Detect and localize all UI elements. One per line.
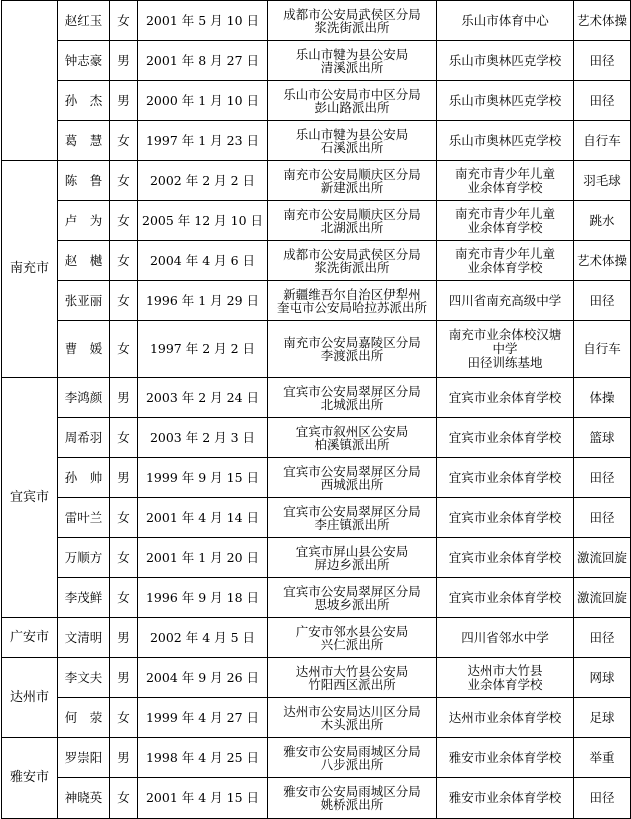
gender-cell: 男 bbox=[110, 618, 138, 658]
gender-cell: 男 bbox=[110, 458, 138, 498]
school-cell bbox=[437, 81, 574, 121]
gender-cell: 女 bbox=[110, 321, 138, 378]
birthdate-cell: 1999 年 4 月 27 日 bbox=[138, 698, 268, 738]
police-unit-line: 新疆维吾尔自治区伊犁州 bbox=[283, 286, 421, 302]
sport-cell: 艺术体操 bbox=[574, 1, 631, 41]
police-unit-line: 浆洗街派出所 bbox=[314, 259, 390, 275]
police-unit-line: 屏边乡派出所 bbox=[314, 556, 390, 572]
birthdate-cell: 2003 年 2 月 24 日 bbox=[138, 378, 268, 418]
school-cell bbox=[437, 698, 574, 738]
birthdate-cell: 2005 年 12 月 10 日 bbox=[138, 201, 268, 241]
sport-cell: 激流回旋 bbox=[574, 538, 631, 578]
name-cell: 神晓英 bbox=[58, 778, 110, 819]
birthdate-cell: 1997 年 1 月 23 日 bbox=[138, 121, 268, 161]
police-unit-cell bbox=[268, 698, 437, 738]
table-row bbox=[2, 201, 631, 241]
school-line: 业余体育学校 bbox=[467, 179, 543, 195]
police-unit-line: 北城派出所 bbox=[320, 396, 384, 412]
birthdate-cell: 2001 年 8 月 27 日 bbox=[138, 41, 268, 81]
name-cell: 赵红玉 bbox=[58, 1, 110, 41]
name-cell: 文清明 bbox=[58, 618, 110, 658]
gender-cell: 女 bbox=[110, 121, 138, 161]
police-unit-line: 李渡派出所 bbox=[320, 348, 384, 363]
school-cell bbox=[437, 201, 574, 241]
school-cell bbox=[437, 378, 574, 418]
school-line: 业余体育学校 bbox=[467, 259, 543, 275]
police-unit-line: 南充市公安局顺庆区分局 bbox=[283, 166, 421, 182]
school-line: 宜宾市业余体育学校 bbox=[448, 469, 562, 485]
police-unit-line: 新建派出所 bbox=[320, 179, 384, 195]
school-line: 达州市业余体育学校 bbox=[448, 709, 562, 725]
school-cell bbox=[437, 778, 574, 819]
gender-cell: 女 bbox=[110, 498, 138, 538]
police-unit-line: 南充市公安局嘉陵区分局 bbox=[283, 335, 421, 350]
birthdate-cell: 1996 年 1 月 29 日 bbox=[138, 281, 268, 321]
birthdate-cell: 2001 年 4 月 15 日 bbox=[138, 778, 268, 819]
name-cell: 万顺方 bbox=[58, 538, 110, 578]
school-line: 田径训练基地 bbox=[467, 355, 543, 370]
table-row bbox=[2, 121, 631, 161]
gender-cell: 女 bbox=[110, 161, 138, 201]
school-line: 雅安市业余体育学校 bbox=[448, 749, 562, 765]
school-cell bbox=[437, 161, 574, 201]
sport-cell: 跳水 bbox=[574, 201, 631, 241]
gender-cell: 女 bbox=[110, 281, 138, 321]
school-line: 宜宾市业余体育学校 bbox=[448, 509, 562, 525]
school-line: 达州市大竹县 bbox=[467, 662, 543, 678]
police-unit-line: 达州市公安局达川区分局 bbox=[283, 703, 421, 719]
school-cell bbox=[437, 281, 574, 321]
sport-cell: 田径 bbox=[574, 281, 631, 321]
police-unit-cell bbox=[268, 281, 437, 321]
school-line: 业余体育学校 bbox=[467, 676, 543, 692]
table-row bbox=[2, 1, 631, 41]
table-row bbox=[2, 738, 631, 778]
school-cell bbox=[437, 658, 574, 698]
police-unit-cell bbox=[268, 618, 437, 658]
police-unit-line: 宜宾市公安局翠屏区分局 bbox=[283, 583, 421, 599]
school-line: 南充市业余体校汉塘 bbox=[448, 327, 562, 342]
birthdate-cell: 2003 年 2 月 3 日 bbox=[138, 418, 268, 458]
police-unit-line: 西城派出所 bbox=[320, 476, 384, 492]
police-unit-line: 北湖派出所 bbox=[320, 219, 384, 235]
table-row bbox=[2, 81, 631, 121]
table-row bbox=[2, 658, 631, 698]
sport-cell: 艺术体操 bbox=[574, 241, 631, 281]
police-unit-cell bbox=[268, 121, 437, 161]
school-cell bbox=[437, 498, 574, 538]
police-unit-line: 宜宾市公安局翠屏区分局 bbox=[283, 503, 421, 519]
table-row bbox=[2, 418, 631, 458]
name-cell: 曹 媛 bbox=[58, 321, 110, 378]
birthdate-cell: 2002 年 4 月 5 日 bbox=[138, 618, 268, 658]
police-unit-cell bbox=[268, 778, 437, 819]
police-unit-cell bbox=[268, 1, 437, 41]
table-body bbox=[2, 1, 631, 819]
school-line: 南充市青少年儿童 bbox=[454, 165, 555, 181]
birthdate-cell: 2000 年 1 月 10 日 bbox=[138, 81, 268, 121]
police-unit-line: 八步派出所 bbox=[320, 756, 384, 772]
gender-cell: 女 bbox=[110, 578, 138, 618]
police-unit-line: 达州市大竹县公安局 bbox=[295, 663, 409, 679]
school-line: 四川省南充高级中学 bbox=[448, 292, 562, 308]
birthdate-cell: 1998 年 4 月 25 日 bbox=[138, 738, 268, 778]
sport-cell: 田径 bbox=[574, 498, 631, 538]
police-unit-cell bbox=[268, 538, 437, 578]
sport-cell: 田径 bbox=[574, 778, 631, 819]
sport-cell: 田径 bbox=[574, 81, 631, 121]
table-row bbox=[2, 161, 631, 201]
school-line: 南充市青少年儿童 bbox=[454, 245, 555, 261]
birthdate-cell: 1996 年 9 月 18 日 bbox=[138, 578, 268, 618]
sport-cell: 体操 bbox=[574, 378, 631, 418]
table-row bbox=[2, 498, 631, 538]
police-unit-line: 乐山市犍为县公安局 bbox=[295, 126, 409, 142]
school-line: 乐山市奥林匹克学校 bbox=[448, 52, 562, 68]
police-unit-cell bbox=[268, 161, 437, 201]
table-row bbox=[2, 41, 631, 81]
table-row bbox=[2, 321, 631, 378]
sport-cell: 足球 bbox=[574, 698, 631, 738]
police-unit-line: 成都市公安局武侯区分局 bbox=[283, 6, 421, 22]
birthdate-cell: 1997 年 2 月 2 日 bbox=[138, 321, 268, 378]
police-unit-line: 宜宾市屏山县公安局 bbox=[295, 543, 409, 559]
school-line: 乐山市奥林匹克学校 bbox=[448, 92, 562, 108]
school-line: 业余体育学校 bbox=[467, 219, 543, 235]
school-cell bbox=[437, 618, 574, 658]
school-cell bbox=[437, 1, 574, 41]
police-unit-line: 彭山路派出所 bbox=[314, 99, 390, 115]
sport-cell: 田径 bbox=[574, 41, 631, 81]
birthdate-cell: 2001 年 4 月 14 日 bbox=[138, 498, 268, 538]
school-line: 雅安市业余体育学校 bbox=[448, 790, 562, 805]
police-unit-line: 李庄镇派出所 bbox=[314, 516, 390, 532]
police-unit-line: 兴仁派出所 bbox=[320, 636, 384, 652]
name-cell: 李茂鲜 bbox=[58, 578, 110, 618]
sport-cell: 篮球 bbox=[574, 418, 631, 458]
birthdate-cell: 2002 年 2 月 2 日 bbox=[138, 161, 268, 201]
police-unit-cell bbox=[268, 498, 437, 538]
gender-cell: 男 bbox=[110, 738, 138, 778]
police-unit-cell bbox=[268, 241, 437, 281]
school-cell bbox=[437, 578, 574, 618]
school-cell bbox=[437, 121, 574, 161]
birthdate-cell: 2004 年 9 月 26 日 bbox=[138, 658, 268, 698]
sport-cell: 田径 bbox=[574, 458, 631, 498]
school-line: 宜宾市业余体育学校 bbox=[448, 389, 562, 405]
police-unit-line: 宜宾市公安局翠屏区分局 bbox=[283, 383, 421, 399]
name-cell: 张亚丽 bbox=[58, 281, 110, 321]
gender-cell: 女 bbox=[110, 201, 138, 241]
city-cell: 广安市 bbox=[2, 618, 58, 658]
police-unit-cell bbox=[268, 738, 437, 778]
name-cell: 葛 慧 bbox=[58, 121, 110, 161]
police-unit-line: 奎屯市公安局哈拉苏派出所 bbox=[276, 299, 427, 315]
table-row bbox=[2, 281, 631, 321]
police-unit-line: 成都市公安局武侯区分局 bbox=[283, 246, 421, 262]
school-line: 宜宾市业余体育学校 bbox=[448, 549, 562, 565]
name-cell: 李文夫 bbox=[58, 658, 110, 698]
police-unit-line: 乐山市公安局市中区分局 bbox=[283, 86, 421, 102]
name-cell: 孙 帅 bbox=[58, 458, 110, 498]
sport-cell: 羽毛球 bbox=[574, 161, 631, 201]
name-cell: 雷叶兰 bbox=[58, 498, 110, 538]
gender-cell: 男 bbox=[110, 658, 138, 698]
police-unit-cell bbox=[268, 378, 437, 418]
city-cell bbox=[2, 1, 58, 161]
police-unit-line: 宜宾市公安局翠屏区分局 bbox=[283, 463, 421, 479]
police-unit-cell bbox=[268, 418, 437, 458]
name-cell: 卢 为 bbox=[58, 201, 110, 241]
police-unit-line: 木头派出所 bbox=[320, 716, 384, 732]
school-cell bbox=[437, 241, 574, 281]
gender-cell: 女 bbox=[110, 538, 138, 578]
police-unit-cell bbox=[268, 658, 437, 698]
birthdate-cell: 1999 年 9 月 15 日 bbox=[138, 458, 268, 498]
police-unit-cell bbox=[268, 321, 437, 378]
table-row bbox=[2, 378, 631, 418]
school-cell bbox=[437, 418, 574, 458]
school-cell bbox=[437, 738, 574, 778]
police-unit-line: 竹阳西区派出所 bbox=[308, 676, 396, 692]
school-line: 四川省邻水中学 bbox=[461, 629, 549, 645]
police-unit-line: 南充市公安局顺庆区分局 bbox=[283, 206, 421, 222]
sport-cell: 自行车 bbox=[574, 121, 631, 161]
name-cell: 李鸿颜 bbox=[58, 378, 110, 418]
police-unit-line: 石溪派出所 bbox=[320, 139, 384, 155]
sport-cell: 田径 bbox=[574, 618, 631, 658]
school-cell bbox=[437, 41, 574, 81]
birthdate-cell: 2004 年 4 月 6 日 bbox=[138, 241, 268, 281]
police-unit-line: 柏溪镇派出所 bbox=[314, 436, 390, 452]
police-unit-line: 广安市邻水县公安局 bbox=[295, 623, 409, 639]
name-cell: 孙 杰 bbox=[58, 81, 110, 121]
police-unit-line: 清溪派出所 bbox=[320, 59, 384, 75]
police-unit-line: 思坡乡派出所 bbox=[314, 596, 390, 612]
table-row bbox=[2, 778, 631, 819]
name-cell: 钟志豪 bbox=[58, 41, 110, 81]
birthdate-cell: 2001 年 5 月 10 日 bbox=[138, 1, 268, 41]
school-line: 南充市青少年儿童 bbox=[454, 205, 555, 221]
city-cell: 雅安市 bbox=[2, 738, 58, 819]
table-row bbox=[2, 578, 631, 618]
gender-cell: 女 bbox=[110, 241, 138, 281]
police-unit-cell bbox=[268, 578, 437, 618]
police-unit-line: 宜宾市叙州区公安局 bbox=[295, 423, 409, 439]
gender-cell: 男 bbox=[110, 41, 138, 81]
police-unit-line: 姚桥派出所 bbox=[320, 797, 384, 812]
table-row bbox=[2, 241, 631, 281]
school-line: 宜宾市业余体育学校 bbox=[448, 589, 562, 605]
school-line: 中学 bbox=[492, 341, 518, 356]
school-line: 乐山市体育中心 bbox=[461, 12, 549, 28]
gender-cell: 女 bbox=[110, 418, 138, 458]
name-cell: 赵 樾 bbox=[58, 241, 110, 281]
table-row bbox=[2, 538, 631, 578]
city-cell: 宜宾市 bbox=[2, 378, 58, 618]
table-row bbox=[2, 458, 631, 498]
police-unit-cell bbox=[268, 81, 437, 121]
sport-cell: 举重 bbox=[574, 738, 631, 778]
gender-cell: 男 bbox=[110, 378, 138, 418]
police-unit-cell bbox=[268, 458, 437, 498]
school-cell bbox=[437, 458, 574, 498]
gender-cell: 女 bbox=[110, 778, 138, 819]
table-row bbox=[2, 618, 631, 658]
school-cell bbox=[437, 538, 574, 578]
gender-cell: 男 bbox=[110, 81, 138, 121]
athlete-table bbox=[1, 0, 631, 819]
name-cell: 周希羽 bbox=[58, 418, 110, 458]
sport-cell: 激流回旋 bbox=[574, 578, 631, 618]
school-cell bbox=[437, 321, 574, 378]
city-cell: 达州市 bbox=[2, 658, 58, 738]
sport-cell: 自行车 bbox=[574, 321, 631, 378]
police-unit-cell bbox=[268, 201, 437, 241]
city-cell: 南充市 bbox=[2, 161, 58, 378]
gender-cell: 女 bbox=[110, 698, 138, 738]
school-line: 乐山市奥林匹克学校 bbox=[448, 132, 562, 148]
police-unit-line: 乐山市犍为县公安局 bbox=[295, 46, 409, 62]
police-unit-cell bbox=[268, 41, 437, 81]
gender-cell: 女 bbox=[110, 1, 138, 41]
table-row bbox=[2, 698, 631, 738]
sport-cell: 网球 bbox=[574, 658, 631, 698]
school-line: 宜宾市业余体育学校 bbox=[448, 429, 562, 445]
name-cell: 陈 鲁 bbox=[58, 161, 110, 201]
police-unit-line: 浆洗街派出所 bbox=[314, 19, 390, 35]
name-cell: 何 荥 bbox=[58, 698, 110, 738]
birthdate-cell: 2001 年 1 月 20 日 bbox=[138, 538, 268, 578]
name-cell: 罗崇阳 bbox=[58, 738, 110, 778]
police-unit-line: 雅安市公安局雨城区分局 bbox=[283, 743, 421, 759]
police-unit-line: 雅安市公安局雨城区分局 bbox=[283, 784, 421, 799]
